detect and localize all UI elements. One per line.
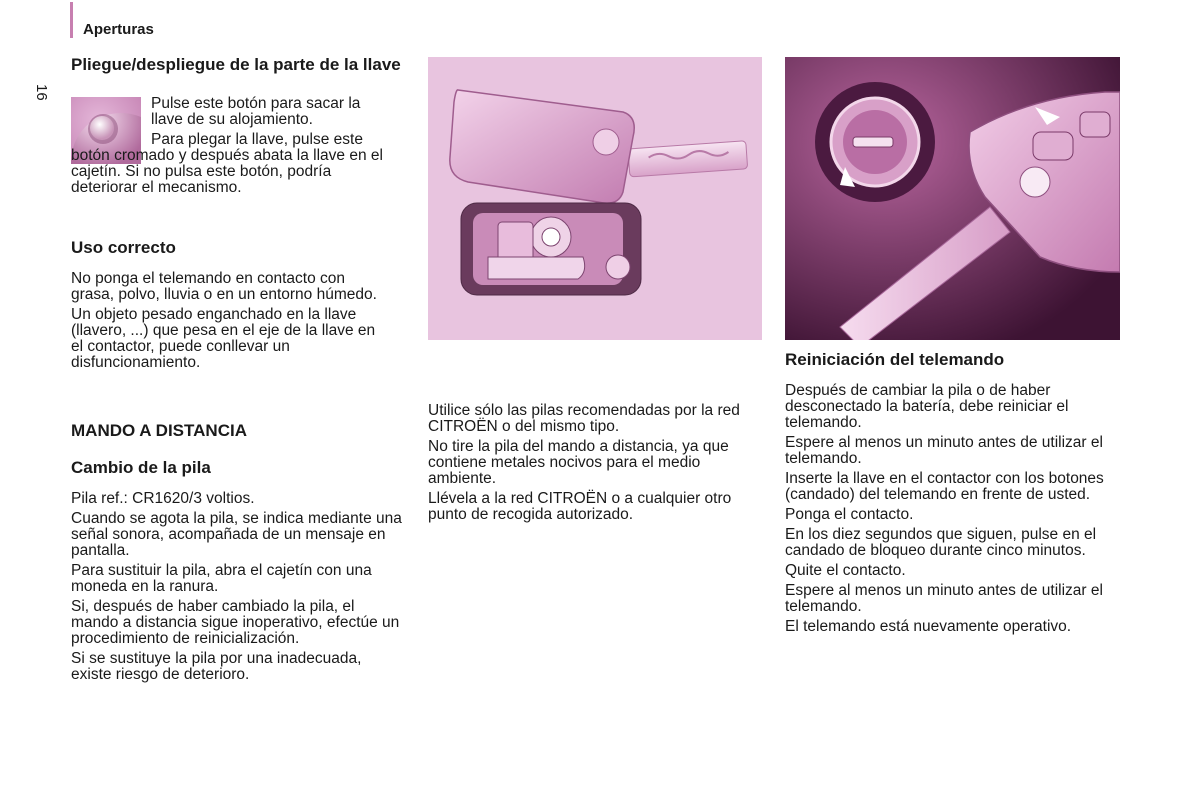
reset-paragraph-1: Después de cambiar la pila o de haber desconectado la batería, debe reiniciar el telemando. — [785, 382, 1069, 431]
ignition-key-illustration — [785, 57, 1120, 340]
correct-use-paragraph-2: Un objeto pesado enganchado en la llave (llavero, ...) que pesa en el eje de la llave en el contactor, puede conllevar un disfuncionamiento. — [71, 306, 376, 371]
fold-paragraph-2: Para plegar la llave, pulse este botón cromado y después abata la llave en el cajetín. Si no pulsa este botón, podría deteriorar el mecanismo. — [71, 131, 383, 196]
fold-paragraph-1: Pulse este botón para sacar la llave de su alojamiento. — [151, 95, 361, 128]
reset-paragraph-7: Espere al menos un minuto antes de utilizar el telemando. — [785, 582, 1103, 615]
correct-use-paragraph-1: No ponga el telemando en contacto con grasa, polvo, lluvia o en un entorno húmedo. — [71, 270, 377, 303]
page-number: 16 — [33, 84, 50, 101]
battery-paragraph-1: Pila ref.: CR1620/3 voltios. — [71, 490, 255, 507]
correct-use-title: Uso correcto — [71, 238, 176, 257]
reset-paragraph-4: Ponga el contacto. — [785, 506, 914, 523]
remote-control-title: MANDO A DISTANCIA — [71, 421, 247, 440]
battery-paragraph-5: Si se sustituye la pila por una inadecuada, existe riesgo de deterioro. — [71, 650, 362, 683]
reset-title: Reiniciación del telemando — [785, 350, 1005, 369]
battery-note-paragraph-3: Llévela a la red CITROËN o a cualquier otro punto de recogida autorizado. — [428, 490, 732, 523]
reset-paragraph-3: Inserte la llave en el contactor con los botones (candado) del telemando en frente de usted. — [785, 470, 1104, 503]
column-left — [71, 56, 401, 74]
battery-paragraph-4: Si, después de haber cambiado la pila, el mando a distancia sigue inoperativo, efectúe un procedimiento de reinicialización. — [71, 598, 400, 647]
reset-paragraph-6: Quite el contacto. — [785, 562, 906, 579]
reset-paragraph-8: El telemando está nuevamente operativo. — [785, 618, 1072, 635]
key-battery-illustration — [428, 57, 762, 340]
column-right — [785, 383, 1125, 639]
reset-paragraph-5: En los diez segundos que siguen, pulse en el candado de bloqueo durante cinco minutos. — [785, 526, 1097, 559]
battery-note-paragraph-2: No tire la pila del mando a distancia, ya que contiene metales nocivos para el medio ambiente. — [428, 438, 729, 487]
section-accent-bar — [70, 2, 73, 38]
battery-note-paragraph-1: Utilice sólo las pilas recomendadas por la red CITROËN o del mismo tipo. — [428, 402, 740, 435]
fold-title: Pliegue/despliegue de la parte de la llave — [71, 55, 401, 74]
battery-title: Cambio de la pila — [71, 458, 211, 477]
battery-paragraph-2: Cuando se agota la pila, se indica mediante una señal sonora, acompañada de un mensaje en pantalla. — [71, 510, 402, 559]
section-title: Aperturas — [83, 21, 154, 38]
reset-paragraph-2: Espere al menos un minuto antes de utilizar el telemando. — [785, 434, 1103, 467]
column-middle — [428, 403, 768, 527]
battery-paragraph-3: Para sustituir la pila, abra el cajetín con una moneda en la ranura. — [71, 562, 372, 595]
